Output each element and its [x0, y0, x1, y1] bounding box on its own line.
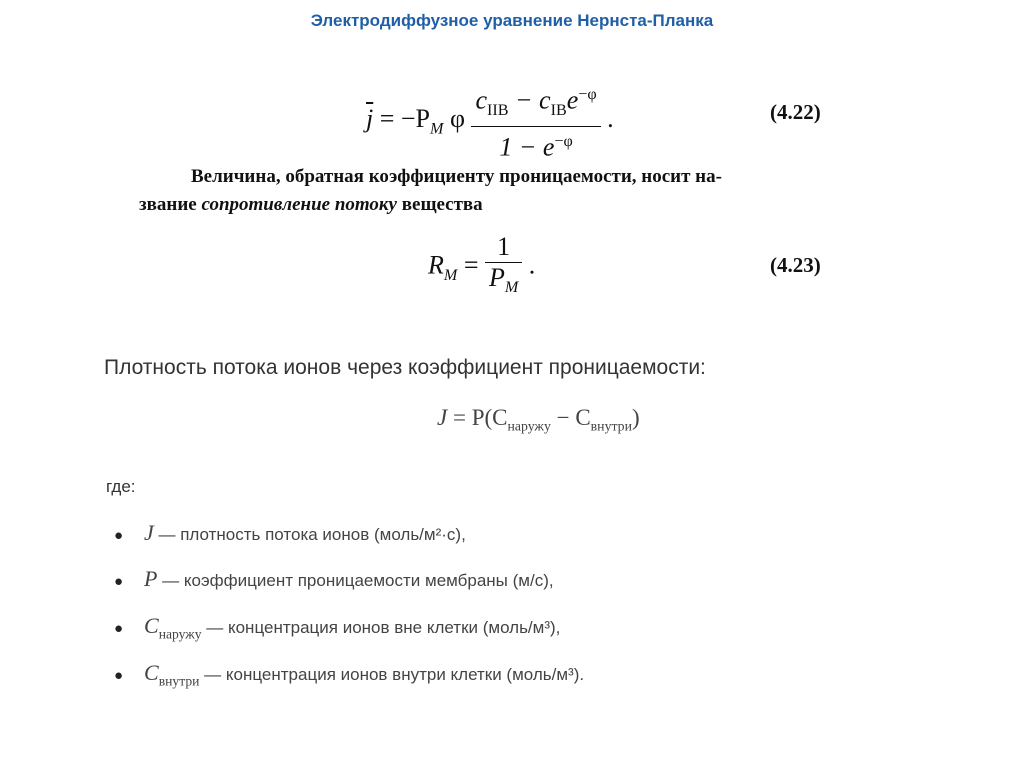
para1-line2-start: звание	[139, 194, 202, 215]
formula2-close: )	[631, 405, 640, 430]
eq2-den-sub: М	[504, 279, 519, 297]
eq2-numerator: 1	[485, 232, 522, 263]
eq2-dot: .	[528, 250, 536, 280]
formula2-minus: − C	[550, 405, 591, 430]
eq1-sub-m: М	[430, 120, 444, 138]
eq2-lhs: R	[428, 250, 444, 280]
eq2-fraction	[485, 232, 522, 303]
eq1-num-exp: −φ	[578, 86, 597, 103]
eq1-phi: φ	[449, 104, 465, 134]
eq2-sub-m: М	[443, 266, 458, 284]
eq2-denominator	[485, 263, 522, 303]
eq1-den-1: 1 − e	[499, 132, 555, 162]
formula2-sub2: внутри	[590, 418, 632, 434]
bullet-icon: ●	[114, 573, 124, 590]
eq1-num-e: e	[566, 85, 579, 115]
list-item	[114, 520, 466, 546]
item-symbol-sub: внутри	[158, 673, 200, 689]
para1-line1: Величина, обратная коэффициенту проницаемости, носит на-	[191, 166, 722, 187]
eq1-dot: .	[607, 104, 614, 134]
equation-number-4-23: (4.23)	[770, 253, 821, 277]
bullet-icon: ●	[114, 620, 124, 637]
where-label: где:	[106, 477, 136, 496]
eq2-den: P	[488, 263, 505, 292]
eq1-fraction	[471, 80, 600, 163]
item-text: — плотность потока ионов (моль/м²·с),	[153, 525, 466, 544]
item-symbol: J	[144, 520, 154, 545]
item-symbol: P	[144, 566, 158, 591]
eq1-num-c1: c	[475, 85, 488, 115]
item-symbol-sub: наружу	[158, 626, 202, 642]
list-item	[114, 566, 554, 592]
formula2-sub1: наружу	[507, 418, 551, 434]
para1-line2	[139, 194, 483, 216]
formula2-rhs-start: = P(C	[447, 405, 508, 430]
eq1-num-sub1: IIВ	[487, 101, 509, 119]
eq1-eqsign: = −P	[379, 104, 431, 134]
item-text: — концентрация ионов вне клетки (моль/м³),	[201, 618, 561, 637]
eq1-denominator	[471, 127, 600, 163]
item-text: — коэффициент проницаемости мембраны (м/с),	[157, 571, 554, 590]
flux-formula	[437, 405, 640, 435]
item-symbol	[144, 660, 200, 689]
eq1-numerator	[471, 80, 600, 127]
eq1-num-sub2: IВ	[550, 101, 567, 119]
list-item	[114, 613, 560, 642]
item-symbol-letter: C	[144, 613, 159, 638]
eq1-num-minus: − c	[508, 85, 551, 115]
para1-line2-italic: сопротивление потоку	[201, 194, 397, 215]
eq1-den-exp: −φ	[554, 132, 573, 150]
formula2-lhs: J	[437, 405, 448, 430]
slide-title: Электродиффузное уравнение Нернста-Планка	[310, 11, 714, 30]
item-text: — концентрация ионов внутри клетки (моль/м³).	[199, 665, 585, 684]
item-symbol	[144, 613, 202, 642]
list-item	[114, 660, 584, 689]
item-symbol-letter: C	[144, 660, 159, 685]
equation-4-23	[428, 232, 535, 303]
equation-4-22	[366, 80, 614, 163]
bullet-icon: ●	[114, 667, 124, 684]
section-heading: Плотность потока ионов через коэффициент проницаемости:	[104, 356, 706, 379]
bullet-icon: ●	[114, 527, 124, 544]
para1-line2-end: вещества	[397, 194, 483, 215]
eq1-lhs: $\overline{j}$	[366, 104, 374, 134]
eq2-eqsign: =	[463, 250, 479, 280]
equation-number-4-22: (4.22)	[770, 100, 821, 124]
